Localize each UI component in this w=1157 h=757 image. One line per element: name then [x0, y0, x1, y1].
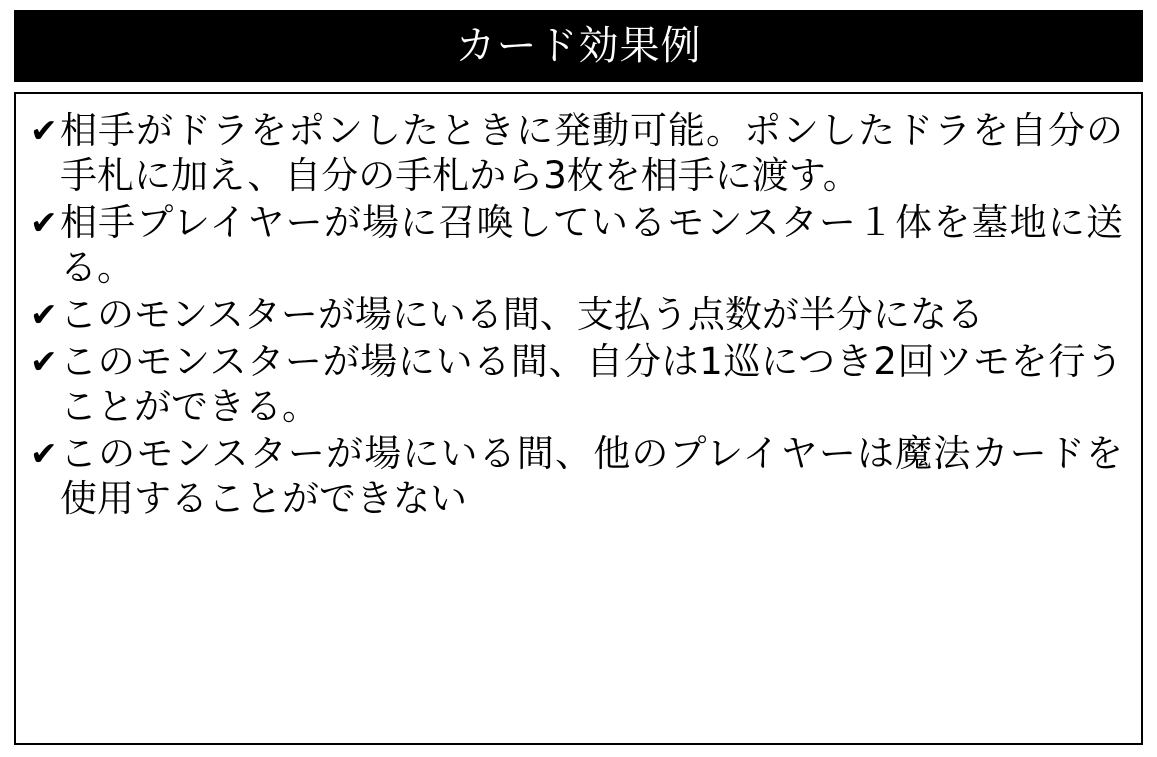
list-item-text: 相手プレイヤーが場に召喚しているモンスター１体を墓地に送る。 [60, 201, 1123, 289]
list-item-text: このモンスターが場にいる間、他のプレイヤーは魔法カードを使用することができない [60, 432, 1123, 520]
list-item-text: 相手がドラをポンしたときに発動可能。ポンしたドラを自分の手札に加え、自分の手札から3枚を相手に渡す。 [60, 109, 1123, 197]
list-item [30, 339, 1123, 429]
list-item [30, 108, 1123, 198]
bullet-list [30, 108, 1123, 521]
list-item [30, 431, 1123, 521]
slide-title-bar [14, 10, 1143, 82]
list-item [30, 200, 1123, 290]
check-icon: ✔ [30, 111, 58, 150]
page-title: カード効果例 [455, 23, 702, 69]
check-icon: ✔ [30, 295, 58, 334]
list-item-text: このモンスターが場にいる間、自分は1巡につき2回ツモを行うことができる。 [60, 340, 1123, 428]
list-item-text: このモンスターが場にいる間、支払う点数が半分になる [60, 293, 984, 336]
slide-body-box [14, 92, 1143, 745]
list-item [30, 292, 1123, 337]
check-icon: ✔ [30, 342, 58, 381]
check-icon: ✔ [30, 203, 58, 242]
check-icon: ✔ [30, 434, 58, 473]
